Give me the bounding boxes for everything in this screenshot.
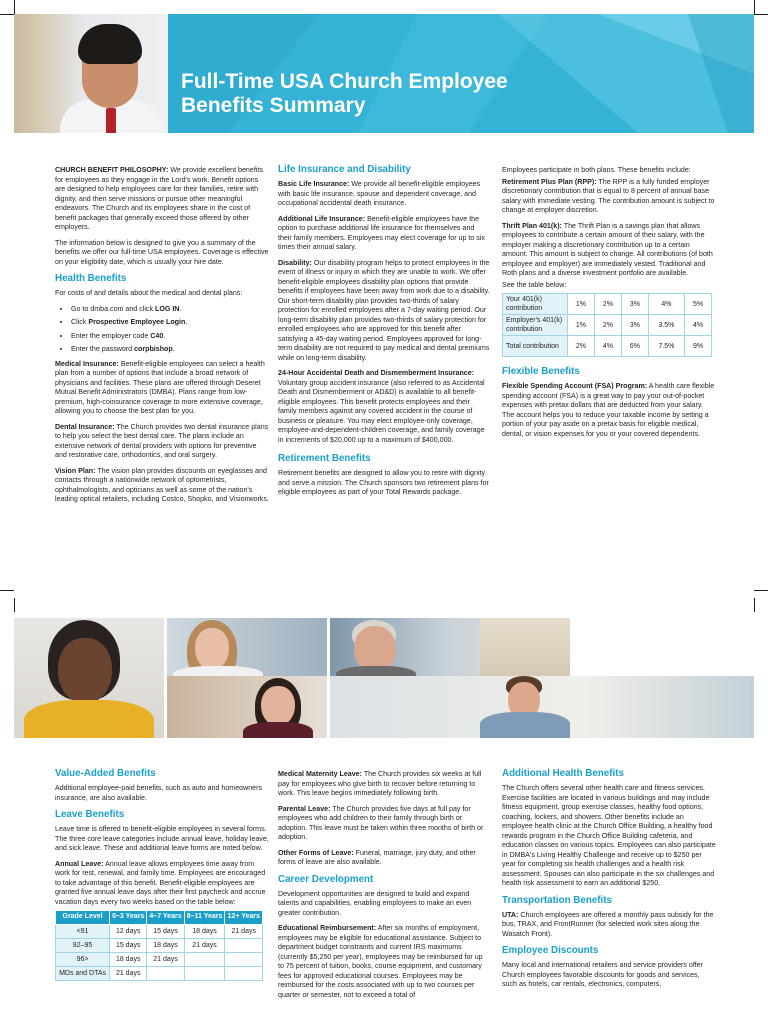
additional-health-paragraph: The Church offers several other health care and fitness services. Exercise facilities are located in various buildings and may include fitness equipment, group exercise classes, healthy food options, coaching, lockers, and showers. Other benefits include an employee health clinic at the Church Office Building, a healthy food rewards program in the Church Office Building cafeteria, and education classes on various topics. Employees can also participate in DMBA's Living Healthy Challenge and receive up to $250 per year for completing six health challenges and a health risk assessment. Spouses can also participate in the six challenges and health risk assessment to earn an additional $250. (502, 784, 716, 887)
login-steps-list (55, 305, 269, 355)
additional-health-heading: Additional Health Benefits (502, 768, 624, 779)
table-cell: 21 days (225, 924, 263, 938)
parental-paragraph: Parental Leave: The Church provides five days at full pay for employees who add children to their family through birth or adoption. This leave must be taken within three months of birth or adoption. (278, 804, 484, 841)
table-row (56, 952, 263, 966)
dental-paragraph: Dental Insurance: The Church provides two dental insurance plans to help you select the best dental care. The plans include an extensive network of dental providers with options for preventive and restorative care, orthodontics, and oral surgery. (55, 422, 269, 459)
table-cell: 1% (568, 315, 595, 336)
discounts-paragraph: Many local and international retailers and service providers offer Church employees favorable discounts for goods and services, such as hotels, car rentals, electronics, computers, (502, 961, 703, 988)
disability-paragraph: Disability: Our disability program helps to protect employees in the event of illness or injury in which they are unable to work. We offer benefit-eligible employees disability plan options that provide benefits if employees have been away from work due to a disability. Our short-term disability plan provides two-thirds of salary protection for enrolled employees after a 7-day waiting period. Our long-term disability plan provides two-thirds of salary protection for enrolled employees who are approved for this benefit after satisfying a 45-day waiting period. Employees approved for long-term disability are not required to pay medical and dental premiums while on long-term disability. (278, 258, 490, 362)
table-cell: 4% (648, 294, 684, 315)
table-row (503, 315, 712, 336)
table-cell: 2% (568, 336, 595, 357)
rpp-paragraph: Retirement Plus Plan (RPP): The RPP is a fully funded employer discretionary contribution that is equal to 8 percent of annual base salary with immediate vesting. The contribution amount is subject to change at employer discretion. (502, 177, 715, 214)
table-row (56, 966, 263, 980)
table-row (503, 294, 712, 315)
table-cell: 7.5% (648, 336, 684, 357)
column-header: Grade Level (56, 911, 110, 925)
table-row (56, 938, 263, 952)
title-line-2: Benefits Summary (181, 94, 366, 117)
table-cell: 12 days (110, 924, 147, 938)
table-header-row (56, 911, 263, 925)
employee-photo (14, 14, 168, 133)
photo-woman-blonde (167, 618, 327, 676)
row-label: Total contribution (503, 336, 568, 357)
leave-accrual-table (55, 910, 263, 981)
career-development-heading: Career Development (278, 873, 374, 885)
contribution-table (502, 293, 712, 357)
table-cell (225, 938, 263, 952)
table-cell: 21 days (184, 938, 225, 952)
table-cell: 18 days (184, 924, 225, 938)
list-item: • Go to dmba.com and click LOG IN. (71, 305, 269, 315)
column-header: 4–7 Years (147, 911, 184, 925)
page-title (181, 70, 508, 118)
title-line-1: Full-Time USA Church Employee (181, 70, 508, 93)
employee-photo-strip (14, 618, 754, 738)
table-cell: 92–95 (56, 938, 110, 952)
table-cell: 18 days (147, 938, 184, 952)
fsa-paragraph: Flexible Spending Account (FSA) Program: A health care flexible spending account (FSA) is a great way to pay your out-of-pocket expenses with pretax dollars that are deducted from your salary. The account helps you to reduce your taxable income by setting a portion of your pay aside on a pretax basis for eligible medical, dental, or vision expenses for you or your covered dependents. (502, 382, 715, 438)
crop-mark (754, 598, 755, 612)
column-retirement (502, 166, 716, 445)
table-cell: 15 days (110, 938, 147, 952)
row-label: Employer's 401(k) contribution (503, 315, 568, 336)
table-cell: <91 (56, 924, 110, 938)
crop-mark (754, 14, 768, 15)
uta-paragraph: UTA: Church employees are offered a monthly pass subsidy for the bus, TRAX, and FrontRunner (for selected work sites along the Wasatch Front). (502, 910, 714, 938)
column-header: 8–11 Years (184, 911, 225, 925)
column-health (55, 166, 269, 511)
photo-woman-dark-hair (167, 676, 327, 738)
photo-older-man (330, 618, 570, 676)
table-cell (225, 966, 263, 980)
table-cell: 4% (594, 336, 621, 357)
list-item: • Click Prospective Employee Login. (71, 318, 269, 328)
table-cell: 4% (685, 315, 712, 336)
table-cell: 6% (621, 336, 648, 357)
vision-paragraph: Vision Plan: The vision plan provides discounts on eyeglasses and contacts through a nationwide network of optometrists, ophthalmologists, and opticians as well as some of the nation's leading optical retailers, including Costco, Shopko, and Visionworks. (55, 466, 269, 503)
table-cell (184, 966, 225, 980)
table-cell: 15 days (147, 924, 184, 938)
table-cell: 96> (56, 952, 110, 966)
philosophy-text: We provide excellent benefits for employees as they engage in the Lord's work. Benefit options are designed to help employees care for their families, retire with dignity, and then serve missions or pursue other meaningful endeavors. The Church and its employees share in the cost of benefit packages that generally exceed those offered by other employers. (55, 166, 263, 231)
additional-life-paragraph: Additional Life Insurance: Benefit-eligible employees have the option to purchase additional life insurance for themselves and their family members. Employees may elect coverage for up to six times their annual salary. (278, 214, 485, 251)
leave-benefits-heading: Leave Benefits (55, 809, 125, 820)
column-insurance (278, 164, 490, 504)
table-cell (225, 952, 263, 966)
thrift-paragraph: Thrift Plan 401(k): The Thrift Plan is a savings plan that allows employees to contribute a certain amount of their salary, with the employer making a discretionary contribution up to a certain amount. This amount is subject to change. All contributions (of both employee and employer) are immediately vested. Traditional and Roth plans and a diverse investment portfolio are available. (502, 221, 713, 277)
other-leave-paragraph: Other Forms of Leave: Funeral, marriage, jury duty, and other forms of leave are also available. (278, 848, 476, 866)
column-header: 12+ Years (225, 911, 263, 925)
row-label: Your 401(k) contribution (503, 294, 568, 315)
table-cell (147, 966, 184, 980)
list-item: • Enter the employer code C40. (71, 332, 269, 342)
column-career (278, 770, 490, 1006)
info-paragraph: The information below is designed to give you a summary of the benefits we offer our full-time USA employees. Coverage is effective on your eligibility date, which is usually your hire date. (55, 238, 269, 266)
column-leave (55, 768, 269, 981)
both-plans-text: Employees participate in both plans. These benefits include: (502, 166, 691, 174)
health-intro: For costs of and details about the medical and dental plans: (55, 289, 243, 297)
table-cell (184, 952, 225, 966)
flexible-benefits-heading: Flexible Benefits (502, 366, 580, 377)
table-row (56, 924, 263, 938)
leave-paragraph: Leave time is offered to benefit-eligible employees in several forms. The three core leave categories include annual leave, holiday leave, and sick leave. These and additional leave forms are noted below. (55, 825, 269, 852)
health-benefits-heading: Health Benefits (55, 273, 127, 284)
annual-leave-paragraph: Annual Leave: Annual leave allows employees time away from work for rest, renewal, and family time. Employees are encouraged to take advantage of this benefit. Benefit-eligible employees are granted five annual leave days after their first paycheck and accrue vacation days every two weeks based on the table below: (55, 859, 266, 906)
medical-paragraph: Medical Insurance: Benefit-eligible employees can select a health plan from a number of options that include a broad network of physicians and facilities. These plans are offered through Deseret Mutual Benefit Administrators (DMBA). Plans range from low-premium, high-coinsurance coverage to more extensive coverage, allowing you to choose the best plan for you. (55, 359, 265, 415)
list-item: • Enter the password corpbishop. (71, 345, 269, 355)
photo-young-man (330, 676, 754, 738)
table-cell: 5% (685, 294, 712, 315)
see-table-text: See the table below: (502, 280, 567, 289)
value-added-paragraph: Additional employee-paid benefits, such as auto and homeowners insurance, are also available. (55, 784, 263, 802)
maternity-paragraph: Medical Maternity Leave: The Church provides six weeks at full pay for employees who give birth to recover before returning to work. This leave begins immediately following birth. (278, 770, 482, 797)
philosophy-paragraph (55, 166, 269, 233)
philosophy-label: CHURCH BENEFIT PHILOSOPHY: (55, 166, 169, 174)
table-cell: 18 days (110, 952, 147, 966)
table-cell: 1% (568, 294, 595, 315)
crop-mark (0, 590, 14, 591)
table-cell: 2% (594, 315, 621, 336)
career-paragraph: Development opportunities are designed to build and expand talents and capabilities, enabling employees to make an even greater contribution. (278, 889, 472, 917)
education-paragraph: Educational Reimbursement: After six months of employment, employees may be eligible for educational assistance. Subject to department budget constraints and current IRS maximums (currently $5,250 per year), employees may be reimbursed for up to 75 percent of tuition, books, course equipment, and customary fees for approved educational courses. Employees may be reimbursed for the costs associated with up to two courses per quarter or semester, not to exceed a total of (278, 924, 483, 999)
table-cell: 21 days (147, 952, 184, 966)
table-cell: 2% (594, 294, 621, 315)
table-cell: 3.5% (648, 315, 684, 336)
crop-mark (754, 0, 755, 14)
table-cell: 3% (621, 315, 648, 336)
add-paragraph: 24-Hour Accidental Death and Dismemberment Insurance: Voluntary group accident insurance (also referred to as Accidental Death and Dismemberment or AD&D) is available to all benefit-eligible employees. This benefit protects employees and their family members against any covered accident in the course of business or pleasure. You may elect employee-only coverage, employee-and-dependent-children coverage, and family coverage in increments of $20,000 up to a maximum of $400,000. (278, 369, 485, 444)
employee-discounts-heading: Employee Discounts (502, 945, 599, 956)
value-added-heading: Value-Added Benefits (55, 768, 156, 779)
table-cell: 21 days (110, 966, 147, 980)
retirement-heading: Retirement Benefits (278, 453, 371, 464)
photo-woman-smiling (14, 618, 164, 738)
column-additional (502, 768, 716, 996)
transportation-heading: Transportation Benefits (502, 894, 612, 906)
crop-mark (0, 14, 14, 15)
crop-mark (754, 590, 768, 591)
retirement-paragraph: Retirement benefits are designed to allow you to retire with dignity and serve a mission. The Church sponsors two retirement plans for eligible employees as part of your Total Rewards package. (278, 469, 489, 496)
basic-life-paragraph: Basic Life Insurance: We provide all benefit-eligible employees with basic life insurance, spouse and dependent coverage, and occupational accidental death insurance. (278, 180, 481, 207)
column-header: 0–3 Years (110, 911, 147, 925)
crop-mark (14, 0, 15, 14)
table-cell: MDs and DTAs (56, 966, 110, 980)
life-insurance-heading: Life Insurance and Disability (278, 164, 411, 175)
table-row (503, 336, 712, 357)
crop-mark (14, 598, 15, 612)
table-cell: 3% (621, 294, 648, 315)
table-cell: 9% (685, 336, 712, 357)
